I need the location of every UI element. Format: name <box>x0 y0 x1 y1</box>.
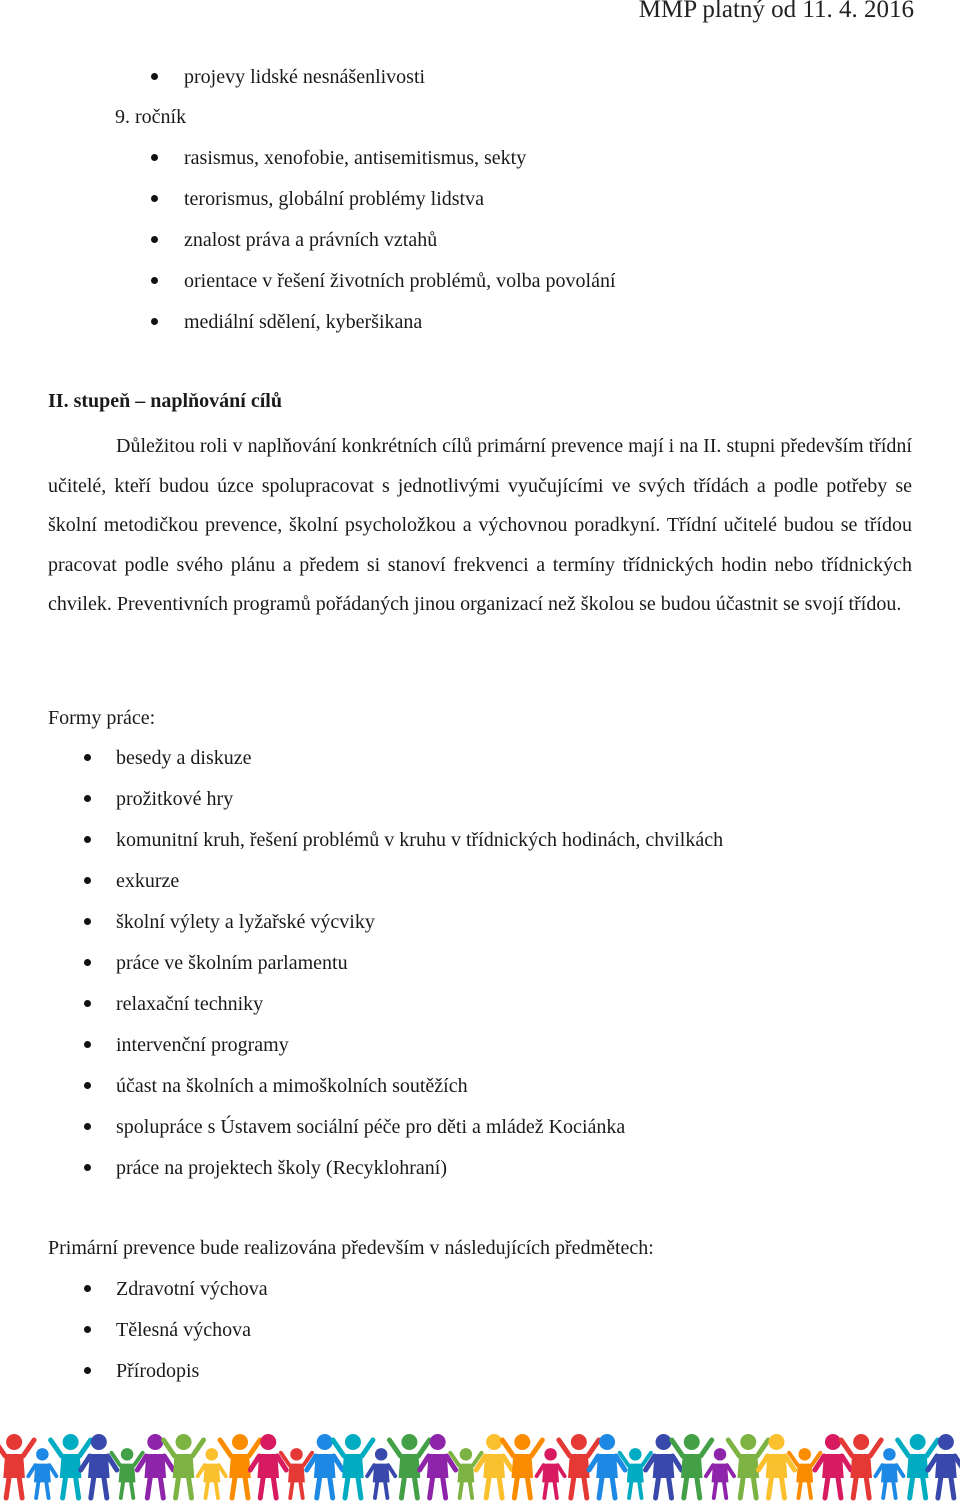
child-figure-icon <box>537 1448 565 1498</box>
child-figure-icon <box>198 1448 226 1498</box>
bullet-icon <box>84 877 91 884</box>
list-item: terorismus, globální problémy lidstva <box>0 186 616 227</box>
list-item: práce na projektech školy (Recyklohraní) <box>0 1155 723 1196</box>
bullet-icon <box>84 1041 91 1048</box>
list-item: relaxační techniky <box>0 991 723 1032</box>
bullet-list-forms <box>0 745 723 1196</box>
bullet-icon <box>84 1164 91 1171</box>
bullet-icon <box>151 318 158 325</box>
list-item: školní výlety a lyžařské výcviky <box>0 909 723 950</box>
bullet-icon <box>84 754 91 761</box>
bullet-icon <box>84 918 91 925</box>
bullet-icon <box>151 277 158 284</box>
child-figure-icon <box>789 1448 820 1498</box>
child-figure-icon <box>28 1448 56 1498</box>
list-item: mediální sdělení, kyberšikana <box>0 309 616 350</box>
list-item: práce ve školním parlamentu <box>0 950 723 991</box>
list-item: projevy lidské nesnášenlivosti <box>0 64 425 105</box>
child-figure-icon <box>0 1434 34 1498</box>
list-item: orientace v řešení životních problémů, volba povolání <box>0 268 616 309</box>
list-item: účast na školních a mimoškolních soutěžích <box>0 1073 723 1114</box>
list-item: prožitkové hry <box>0 786 723 827</box>
list-item: komunitní kruh, řešení problémů v kruhu v třídnických hodinách, chvilkách <box>0 827 723 868</box>
child-figure-icon <box>875 1448 903 1498</box>
child-figure-icon <box>706 1448 734 1498</box>
subjects-label: Primární prevence bude realizována především v následujících předmětech: <box>48 1237 654 1259</box>
list-item: exkurze <box>0 868 723 909</box>
list-item: rasismus, xenofobie, antisemitismus, sekty <box>0 145 616 186</box>
list-item: Přírodopis <box>0 1358 268 1399</box>
bullet-icon <box>151 195 158 202</box>
bullet-icon <box>151 73 158 80</box>
list-item: besedy a diskuze <box>0 745 723 786</box>
child-figure-icon <box>620 1448 651 1498</box>
bullet-icon <box>151 154 158 161</box>
forms-label: Formy práce: <box>48 707 156 729</box>
bullet-icon <box>84 1326 91 1333</box>
bullet-icon <box>84 959 91 966</box>
bullet-list-subjects <box>0 1276 268 1399</box>
bullet-icon <box>84 836 91 843</box>
child-figure-icon <box>367 1448 395 1498</box>
list-item: intervenční programy <box>0 1032 723 1073</box>
bullet-list-grade9 <box>0 145 616 350</box>
page-header-title: MMP platný od 11. 4. 2016 <box>638 0 914 23</box>
child-figure-icon <box>111 1448 142 1498</box>
bullet-icon <box>84 1082 91 1089</box>
list-item: spolupráce s Ústavem sociální péče pro děti a mládež Kociánka <box>0 1114 723 1155</box>
bullet-icon <box>84 795 91 802</box>
list-item: Tělesná výchova <box>0 1317 268 1358</box>
bullet-icon <box>84 1285 91 1292</box>
bullet-icon <box>84 1367 91 1374</box>
child-figure-icon <box>281 1448 312 1498</box>
bullet-icon <box>84 1000 91 1007</box>
bullet-list-top <box>0 64 425 105</box>
grade-label: 9. ročník <box>115 106 187 128</box>
child-figure-icon <box>450 1448 481 1498</box>
list-item: znalost práva a právních vztahů <box>0 227 616 268</box>
bullet-icon <box>84 1123 91 1130</box>
children-figures-banner-icon <box>0 1420 960 1501</box>
bullet-icon <box>151 236 158 243</box>
list-item: Zdravotní výchova <box>0 1276 268 1317</box>
section-paragraph: Důležitou roli v naplňování konkrétních cílů primární prevence mají i na II. stupni především třídní učitelé, kteří budou úzce spolupracovat s jednotlivými vyučujícími ve svých třídách a podle potřeby se školní metodičkou prevence, školní psycholožkou a výchovnou poradkyní. Třídní učitelé budou se třídou pracovat podle svého plánu a předem si stanoví frekvenci a termíny třídnických hodin nebo třídnických chvilek. Preventivních programů pořádaných jinou organizací než školou se budou účastnit se svojí třídou. <box>48 435 912 616</box>
section-heading: II. stupeň – naplňování cílů <box>48 390 282 412</box>
